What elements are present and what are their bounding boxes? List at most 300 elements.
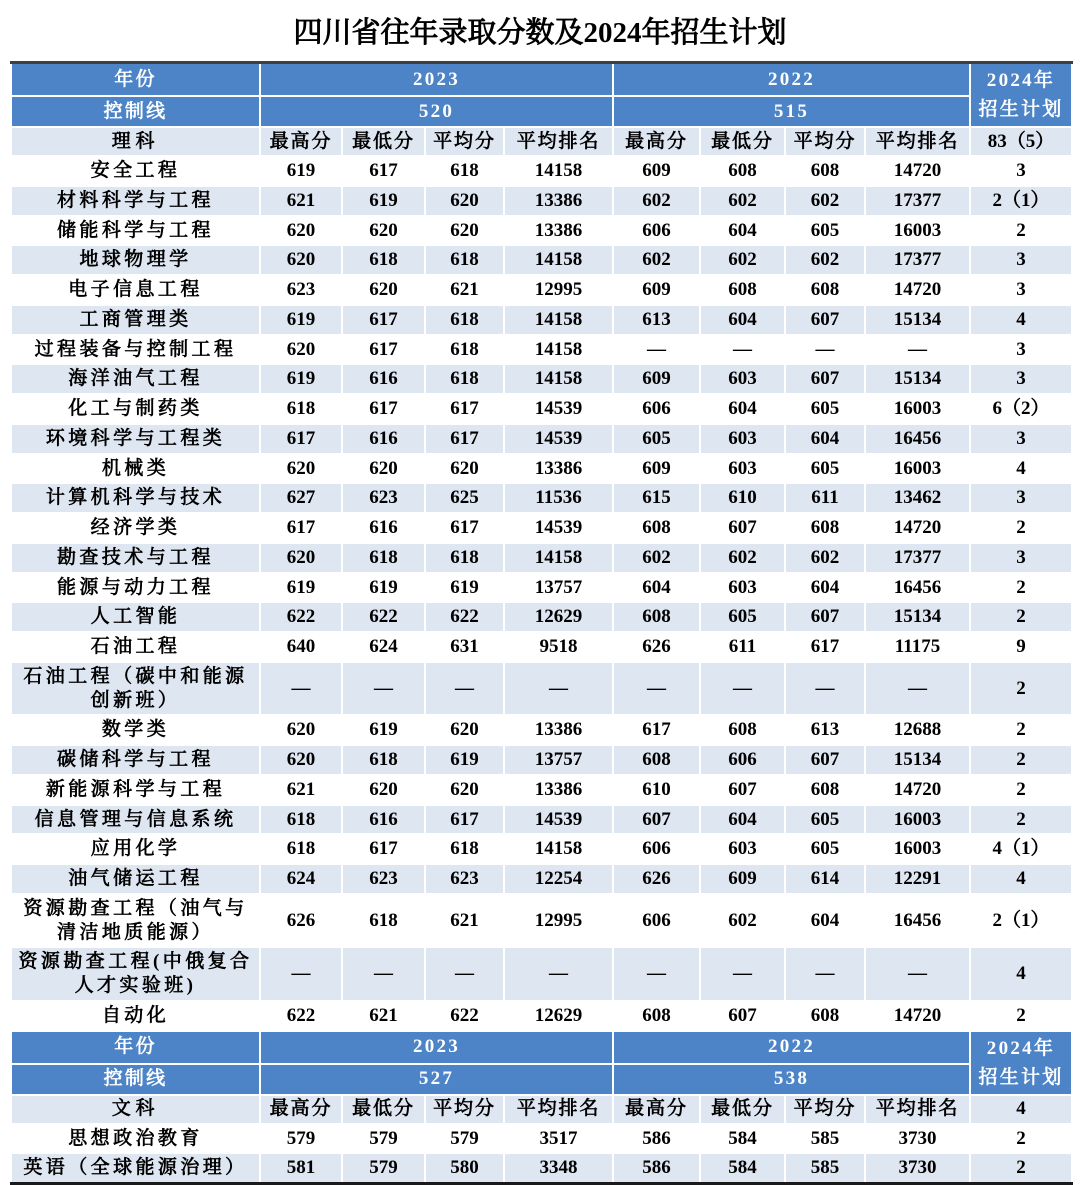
plan-2024-cell: 2 <box>970 1153 1072 1183</box>
score-max-2023: 619 <box>260 364 342 394</box>
score-avg-2022: 602 <box>785 543 865 573</box>
score-min-2022: 602 <box>700 245 785 275</box>
score-min-2023: 616 <box>342 805 425 835</box>
control-2023-cell: 520 <box>260 96 613 127</box>
score-avg-2022: 605 <box>785 834 865 864</box>
plan-2024-cell: 2 <box>970 775 1072 805</box>
score-max-2022: 608 <box>613 602 700 632</box>
score-avg-2023: 618 <box>425 834 504 864</box>
score-avg-2022: 608 <box>785 513 865 543</box>
rank-avg-2023: 14158 <box>504 543 613 573</box>
major-name-cell: 过程装备与控制工程 <box>11 335 260 365</box>
score-min-2023: 617 <box>342 305 425 335</box>
col-header-max-2023: 最高分 <box>260 127 342 156</box>
score-max-2023: 618 <box>260 834 342 864</box>
plan-2024-cell: 3 <box>970 424 1072 454</box>
major-row <box>11 454 1072 484</box>
major-row <box>11 335 1072 365</box>
score-max-2022: 586 <box>613 1124 700 1154</box>
rank-avg-2023: 3517 <box>504 1124 613 1154</box>
plan-2024-cell: 2 <box>970 662 1072 716</box>
score-avg-2023: 580 <box>425 1153 504 1183</box>
score-avg-2023: 621 <box>425 894 504 948</box>
rank-avg-2022: — <box>865 947 970 1001</box>
score-min-2022: 602 <box>700 186 785 216</box>
score-avg-2022: 608 <box>785 156 865 186</box>
plan-total-cell: 83（5） <box>970 127 1072 156</box>
rank-avg-2023: 14539 <box>504 513 613 543</box>
score-min-2023: 620 <box>342 216 425 246</box>
column-header-row <box>11 127 1072 156</box>
score-avg-2023: 620 <box>425 454 504 484</box>
score-avg-2022: 611 <box>785 483 865 513</box>
rank-avg-2022: 14720 <box>865 1001 970 1031</box>
major-name-cell: 信息管理与信息系统 <box>11 805 260 835</box>
plan-2024-cell: 3 <box>970 335 1072 365</box>
major-row <box>11 834 1072 864</box>
score-max-2023: 621 <box>260 775 342 805</box>
col-header-min-2023: 最低分 <box>342 1095 425 1124</box>
score-min-2023: 616 <box>342 364 425 394</box>
plan-2024-cell: 2 <box>970 573 1072 603</box>
col-header-min-2022: 最低分 <box>700 127 785 156</box>
score-avg-2023: 617 <box>425 424 504 454</box>
score-max-2023: 640 <box>260 632 342 662</box>
score-avg-2023: 620 <box>425 775 504 805</box>
score-max-2022: 608 <box>613 513 700 543</box>
rank-avg-2023: 11536 <box>504 483 613 513</box>
plan-2024-cell: 2 <box>970 216 1072 246</box>
score-max-2023: 617 <box>260 424 342 454</box>
col-header-avg-2022: 平均分 <box>785 1095 865 1124</box>
score-min-2023: 616 <box>342 513 425 543</box>
major-row <box>11 424 1072 454</box>
plan-total-cell: 4 <box>970 1095 1072 1124</box>
score-max-2022: 609 <box>613 454 700 484</box>
score-min-2023: 617 <box>342 394 425 424</box>
score-max-2022: 617 <box>613 715 700 745</box>
score-max-2022: 606 <box>613 394 700 424</box>
rank-avg-2022: 17377 <box>865 543 970 573</box>
score-avg-2022: 607 <box>785 745 865 775</box>
plan-2024-cell: 3 <box>970 543 1072 573</box>
score-max-2022: 610 <box>613 775 700 805</box>
rank-avg-2022: 11175 <box>865 632 970 662</box>
score-max-2022: — <box>613 335 700 365</box>
score-min-2022: 605 <box>700 602 785 632</box>
plan-header-label: 招生计划 <box>978 99 1064 120</box>
plan-2024-cell: 3 <box>970 364 1072 394</box>
score-min-2022: 603 <box>700 424 785 454</box>
subject-label-cell: 理科 <box>11 127 260 156</box>
plan-2024-cell: 9 <box>970 632 1072 662</box>
year-header-row <box>11 63 1072 97</box>
rank-avg-2023: — <box>504 947 613 1001</box>
major-name-cell: 环境科学与工程类 <box>11 424 260 454</box>
score-min-2022: 610 <box>700 483 785 513</box>
rank-avg-2023: 13386 <box>504 186 613 216</box>
rank-avg-2023: — <box>504 662 613 716</box>
score-avg-2023: 619 <box>425 745 504 775</box>
plan-2024-cell: 2 <box>970 1001 1072 1031</box>
score-min-2023: 618 <box>342 245 425 275</box>
page-title: 四川省往年录取分数及2024年招生计划 <box>293 17 787 49</box>
score-avg-2022: 605 <box>785 805 865 835</box>
score-min-2023: 621 <box>342 1001 425 1031</box>
rank-avg-2022: 16003 <box>865 394 970 424</box>
rank-avg-2023: 13757 <box>504 745 613 775</box>
score-avg-2023: — <box>425 662 504 716</box>
rank-avg-2023: 13757 <box>504 573 613 603</box>
rank-avg-2023: 14158 <box>504 834 613 864</box>
major-row <box>11 602 1072 632</box>
plan-2024-cell: 2（1） <box>970 894 1072 948</box>
score-max-2022: 606 <box>613 216 700 246</box>
score-min-2023: — <box>342 662 425 716</box>
col-header-max-2022: 最高分 <box>613 1095 700 1124</box>
score-avg-2023: 622 <box>425 602 504 632</box>
rank-avg-2022: 16456 <box>865 424 970 454</box>
major-name-cell: 新能源科学与工程 <box>11 775 260 805</box>
score-min-2022: 609 <box>700 864 785 894</box>
rank-avg-2023: 12629 <box>504 602 613 632</box>
major-name-cell: 碳储科学与工程 <box>11 745 260 775</box>
rank-avg-2022: 16456 <box>865 573 970 603</box>
score-avg-2022: 608 <box>785 275 865 305</box>
rank-avg-2022: 14720 <box>865 156 970 186</box>
plan-2024-cell: 2 <box>970 1124 1072 1154</box>
score-min-2023: 623 <box>342 864 425 894</box>
score-min-2023: — <box>342 947 425 1001</box>
score-avg-2023: — <box>425 947 504 1001</box>
score-min-2022: — <box>700 947 785 1001</box>
score-avg-2023: 631 <box>425 632 504 662</box>
score-avg-2022: 607 <box>785 305 865 335</box>
score-min-2022: 603 <box>700 364 785 394</box>
score-min-2023: 622 <box>342 602 425 632</box>
major-name-cell: 资源勘查工程(中俄复合人才实验班) <box>11 947 260 1001</box>
score-max-2023: 626 <box>260 894 342 948</box>
score-avg-2023: 618 <box>425 543 504 573</box>
plan-2024-cell: 6（2） <box>970 394 1072 424</box>
col-header-max-2023: 最高分 <box>260 1095 342 1124</box>
plan-2024-cell: 4（1） <box>970 834 1072 864</box>
score-avg-2023: 617 <box>425 513 504 543</box>
rank-avg-2022: 15134 <box>865 602 970 632</box>
major-row <box>11 805 1072 835</box>
plan-2024-cell: 2 <box>970 715 1072 745</box>
score-min-2022: 604 <box>700 216 785 246</box>
col-header-avg-2023: 平均分 <box>425 127 504 156</box>
major-name-cell: 海洋油气工程 <box>11 364 260 394</box>
control-2023-cell: 527 <box>260 1064 613 1095</box>
rank-avg-2023: 14158 <box>504 364 613 394</box>
col-header-avg-2022: 平均分 <box>785 127 865 156</box>
rank-avg-2023: 13386 <box>504 454 613 484</box>
year-label-cell: 年份 <box>11 1031 260 1064</box>
score-max-2023: 620 <box>260 216 342 246</box>
rank-avg-2022: 16456 <box>865 894 970 948</box>
major-name-cell: 人工智能 <box>11 602 260 632</box>
score-min-2022: 603 <box>700 834 785 864</box>
score-avg-2022: 585 <box>785 1153 865 1183</box>
score-avg-2023: 620 <box>425 715 504 745</box>
major-name-cell: 计算机科学与技术 <box>11 483 260 513</box>
score-max-2022: 602 <box>613 245 700 275</box>
plan-header-year: 2024年 <box>986 70 1056 91</box>
control-2022-cell: 538 <box>613 1064 970 1095</box>
score-avg-2022: 604 <box>785 424 865 454</box>
score-max-2023: 623 <box>260 275 342 305</box>
plan-2024-cell: 3 <box>970 156 1072 186</box>
plan-header-year: 2024年 <box>986 1037 1056 1059</box>
major-row <box>11 364 1072 394</box>
score-min-2023: 624 <box>342 632 425 662</box>
score-max-2023: 622 <box>260 1001 342 1031</box>
rank-avg-2023: 12629 <box>504 1001 613 1031</box>
major-row <box>11 483 1072 513</box>
plan-2024-cell: 2 <box>970 745 1072 775</box>
score-min-2022: 607 <box>700 1001 785 1031</box>
rank-avg-2022: 15134 <box>865 305 970 335</box>
score-avg-2022: 607 <box>785 602 865 632</box>
score-max-2022: 606 <box>613 894 700 948</box>
rank-avg-2022: 14720 <box>865 513 970 543</box>
score-avg-2022: 614 <box>785 864 865 894</box>
score-max-2022: — <box>613 947 700 1001</box>
plan-2024-cell: 4 <box>970 864 1072 894</box>
col-header-min-2023: 最低分 <box>342 127 425 156</box>
rank-avg-2022: 3730 <box>865 1153 970 1183</box>
score-min-2022: 603 <box>700 573 785 603</box>
rank-avg-2023: 3348 <box>504 1153 613 1183</box>
score-avg-2022: 608 <box>785 775 865 805</box>
score-max-2022: 605 <box>613 424 700 454</box>
major-row <box>11 573 1072 603</box>
control-line-row <box>11 1064 1072 1095</box>
major-row <box>11 305 1072 335</box>
score-min-2023: 618 <box>342 745 425 775</box>
major-row <box>11 513 1072 543</box>
plan-header-cell <box>970 63 1072 128</box>
score-avg-2022: — <box>785 662 865 716</box>
rank-avg-2023: 13386 <box>504 775 613 805</box>
major-name-cell: 应用化学 <box>11 834 260 864</box>
score-min-2022: 584 <box>700 1153 785 1183</box>
section-liberal-arts <box>11 1031 1072 1184</box>
score-max-2022: 609 <box>613 156 700 186</box>
major-name-cell: 数学类 <box>11 715 260 745</box>
score-min-2023: 623 <box>342 483 425 513</box>
rank-avg-2022: 15134 <box>865 364 970 394</box>
score-min-2023: 617 <box>342 156 425 186</box>
rank-avg-2023: 14539 <box>504 424 613 454</box>
score-avg-2023: 623 <box>425 864 504 894</box>
score-min-2022: 602 <box>700 543 785 573</box>
score-avg-2022: 605 <box>785 454 865 484</box>
major-row <box>11 1153 1072 1183</box>
admission-scores-table <box>10 61 1073 1185</box>
plan-2024-cell: 2 <box>970 602 1072 632</box>
rank-avg-2023: 14539 <box>504 805 613 835</box>
score-max-2022: 608 <box>613 745 700 775</box>
major-name-cell: 石油工程（碳中和能源创新班） <box>11 662 260 716</box>
year-2022-cell: 2022 <box>613 1031 970 1064</box>
score-min-2023: 620 <box>342 775 425 805</box>
control-label-cell: 控制线 <box>11 96 260 127</box>
major-row <box>11 156 1072 186</box>
score-max-2023: 620 <box>260 454 342 484</box>
major-name-cell: 石油工程 <box>11 632 260 662</box>
year-2023-cell: 2023 <box>260 1031 613 1064</box>
score-max-2023: 579 <box>260 1124 342 1154</box>
score-max-2023: 619 <box>260 305 342 335</box>
major-name-cell: 安全工程 <box>11 156 260 186</box>
score-max-2023: 620 <box>260 715 342 745</box>
score-max-2023: 619 <box>260 156 342 186</box>
score-max-2023: 618 <box>260 394 342 424</box>
score-min-2022: 608 <box>700 275 785 305</box>
score-min-2023: 620 <box>342 275 425 305</box>
major-name-cell: 地球物理学 <box>11 245 260 275</box>
rank-avg-2022: — <box>865 662 970 716</box>
year-header-row <box>11 1031 1072 1064</box>
major-row <box>11 632 1072 662</box>
plan-2024-cell: 4 <box>970 947 1072 1001</box>
score-max-2022: 608 <box>613 1001 700 1031</box>
year-2022-cell: 2022 <box>613 63 970 97</box>
score-avg-2023: 618 <box>425 335 504 365</box>
plan-2024-cell: 3 <box>970 245 1072 275</box>
subject-label-cell: 文科 <box>11 1095 260 1124</box>
plan-2024-cell: 4 <box>970 305 1072 335</box>
major-row <box>11 775 1072 805</box>
score-max-2023: 624 <box>260 864 342 894</box>
major-name-cell: 化工与制药类 <box>11 394 260 424</box>
column-header-row <box>11 1095 1072 1124</box>
col-header-max-2022: 最高分 <box>613 127 700 156</box>
major-name-cell: 油气储运工程 <box>11 864 260 894</box>
score-max-2023: — <box>260 947 342 1001</box>
major-row <box>11 662 1072 716</box>
score-avg-2022: 608 <box>785 1001 865 1031</box>
score-max-2023: — <box>260 662 342 716</box>
major-name-cell: 能源与动力工程 <box>11 573 260 603</box>
score-max-2023: 617 <box>260 513 342 543</box>
score-min-2022: 608 <box>700 715 785 745</box>
major-row <box>11 245 1072 275</box>
score-avg-2023: 622 <box>425 1001 504 1031</box>
major-row <box>11 745 1072 775</box>
score-max-2023: 620 <box>260 245 342 275</box>
score-max-2023: 621 <box>260 186 342 216</box>
score-min-2022: — <box>700 335 785 365</box>
score-avg-2023: 620 <box>425 216 504 246</box>
rank-avg-2022: 16003 <box>865 834 970 864</box>
rank-avg-2023: 14158 <box>504 156 613 186</box>
score-max-2023: 622 <box>260 602 342 632</box>
score-avg-2022: 617 <box>785 632 865 662</box>
rank-avg-2023: 14158 <box>504 305 613 335</box>
score-max-2023: 627 <box>260 483 342 513</box>
year-label-cell: 年份 <box>11 63 260 97</box>
major-row <box>11 275 1072 305</box>
control-label-cell: 控制线 <box>11 1064 260 1095</box>
score-min-2022: 604 <box>700 305 785 335</box>
score-max-2023: 618 <box>260 805 342 835</box>
rank-avg-2022: 3730 <box>865 1124 970 1154</box>
plan-header-label: 招生计划 <box>978 1066 1064 1088</box>
score-avg-2023: 579 <box>425 1124 504 1154</box>
score-avg-2023: 617 <box>425 394 504 424</box>
score-avg-2023: 618 <box>425 364 504 394</box>
score-min-2022: 602 <box>700 894 785 948</box>
rank-avg-2022: 13462 <box>865 483 970 513</box>
plan-2024-cell: 2 <box>970 513 1072 543</box>
major-name-cell: 勘查技术与工程 <box>11 543 260 573</box>
major-name-cell: 机械类 <box>11 454 260 484</box>
col-header-avg-2023: 平均分 <box>425 1095 504 1124</box>
major-row <box>11 894 1072 948</box>
score-min-2022: 584 <box>700 1124 785 1154</box>
rank-avg-2022: 14720 <box>865 275 970 305</box>
score-min-2022: 607 <box>700 775 785 805</box>
score-avg-2023: 621 <box>425 275 504 305</box>
major-name-cell: 英语（全球能源治理） <box>11 1153 260 1183</box>
score-min-2023: 579 <box>342 1124 425 1154</box>
plan-2024-cell: 3 <box>970 483 1072 513</box>
score-max-2022: 602 <box>613 543 700 573</box>
rank-avg-2022: 17377 <box>865 186 970 216</box>
col-header-rank-2022: 平均排名 <box>865 1095 970 1124</box>
score-min-2023: 616 <box>342 424 425 454</box>
rank-avg-2023: 12995 <box>504 894 613 948</box>
rank-avg-2023: 14158 <box>504 245 613 275</box>
rank-avg-2023: 12254 <box>504 864 613 894</box>
score-max-2022: 586 <box>613 1153 700 1183</box>
score-max-2023: 619 <box>260 573 342 603</box>
rank-avg-2023: 9518 <box>504 632 613 662</box>
plan-2024-cell: 3 <box>970 275 1072 305</box>
score-avg-2023: 620 <box>425 186 504 216</box>
score-max-2023: 620 <box>260 745 342 775</box>
score-min-2022: 604 <box>700 394 785 424</box>
score-avg-2022: 607 <box>785 364 865 394</box>
rank-avg-2023: 12995 <box>504 275 613 305</box>
major-row <box>11 394 1072 424</box>
plan-2024-cell: 4 <box>970 454 1072 484</box>
score-avg-2022: 585 <box>785 1124 865 1154</box>
rank-avg-2022: 12291 <box>865 864 970 894</box>
section-science <box>11 63 1072 1031</box>
score-avg-2023: 618 <box>425 156 504 186</box>
major-row <box>11 186 1072 216</box>
score-min-2023: 619 <box>342 573 425 603</box>
major-row <box>11 947 1072 1001</box>
rank-avg-2023: 14539 <box>504 394 613 424</box>
major-row <box>11 216 1072 246</box>
score-avg-2022: 602 <box>785 186 865 216</box>
score-min-2022: 603 <box>700 454 785 484</box>
score-min-2023: 579 <box>342 1153 425 1183</box>
rank-avg-2023: 13386 <box>504 216 613 246</box>
score-max-2022: 607 <box>613 805 700 835</box>
score-min-2022: 607 <box>700 513 785 543</box>
col-header-min-2022: 最低分 <box>700 1095 785 1124</box>
rank-avg-2022: 17377 <box>865 245 970 275</box>
score-min-2023: 617 <box>342 335 425 365</box>
major-name-cell: 思想政治教育 <box>11 1124 260 1154</box>
